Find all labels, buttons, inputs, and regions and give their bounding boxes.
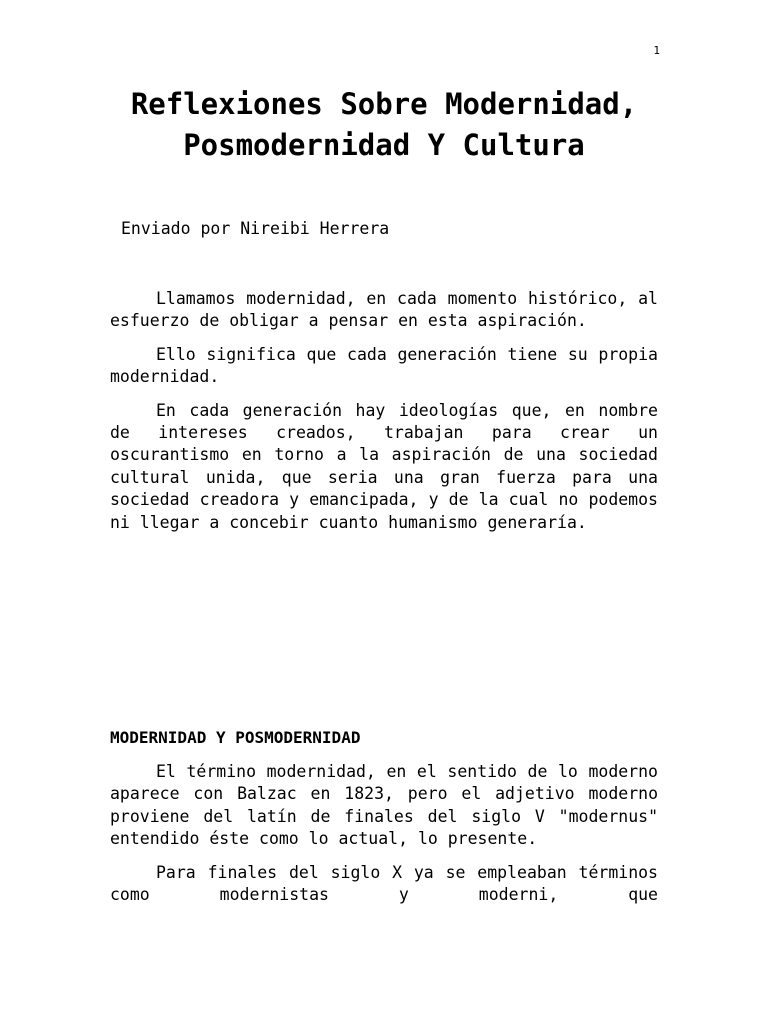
section-heading: MODERNIDAD Y POSMODERNIDAD [110,728,361,747]
paragraph: Ello significa que cada generación tiene su propia modernidad. [110,344,658,387]
page-number: 1 [653,44,660,57]
intro-section [110,288,658,545]
paragraph: Para finales del siglo X ya se empleaban términos como modernistas y moderni, que [110,862,658,905]
paragraph: Llamamos modernidad, en cada momento histórico, al esfuerzo de obligar a pensar en esta aspiración. [110,289,658,331]
document-title: Reflexiones Sobre Modernidad, Posmodernidad Y Cultura [130,87,638,162]
author-line: Enviado por Nireibi Herrera [121,219,390,238]
modernidad-section [110,761,658,917]
paragraph: El término modernidad, en el sentido de lo moderno aparece con Balzac en 1823, pero el adjetivo moderno proviene del latín de finales del siglo V "modernus" entendido éste como lo actual, lo presente. [110,762,658,849]
paragraph: En cada generación hay ideologías que, en nombre de intereses creados, trabajan para crear un oscurantismo en torno a la aspiración de una sociedad cultural unida, que seria una gran fuerza para una sociedad creadora y emancipada, y de la cual no podemos ni llegar a concebir cuanto humanismo generaría. [110,400,658,532]
